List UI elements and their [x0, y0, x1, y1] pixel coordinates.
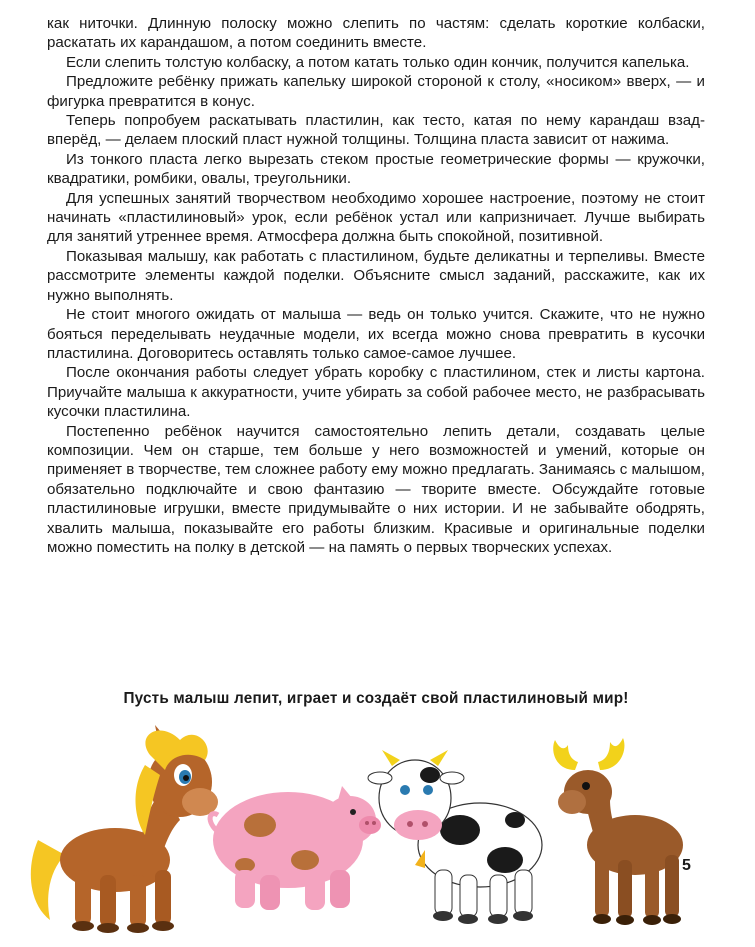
paragraph: Если слепить толстую колбаску, а потом катать только один кончик, получится капелька. [66, 53, 690, 71]
page-number: 5 [682, 857, 691, 874]
closing-slogan: Пусть малыш лепит, играет и создаёт свой пластилиновый мир! [123, 690, 629, 707]
pig-figure [210, 786, 381, 910]
moose-figure [553, 738, 683, 925]
paragraph: Постепенно ребёнок научится самостоятельно лепить детали, создавать целые композиции. Чем он старше, тем больше у него возможностей и умений, которые он применяет в творчестве, тем сложнее работу ему можно предлагать. Занимаясь с малышом, обязательно подключайте и свою фантазию — творите вместе. Обсуждайте готовые пластилиновые игрушки, вместе придумывайте о них истории. И не забывайте ободрять, хвалить малыша, показывайте его работы близким. Красивые и оригинальные поделки можно поместить на полку в детской — на память о первых творческих успехах. [47, 422, 705, 556]
paragraph: Не стоит многого ожидать от малыша — ведь он только учится. Скажите, что не нужно бояться переделывать неудачные модели, их всегда можно снова превратить в кусочки пластилина. Договоритесь оставлять только самое-самое лучшее. [47, 306, 705, 362]
paragraph: Для успешных занятий творчеством необходимо хорошее настроение, поэтому не стоит начинать «пластилиновый» урок, если ребёнок устал или капризничает. Лучше выбирать для занятий утреннее время. Атмосфера должна быть спокойной, позитивной. [47, 189, 705, 246]
paragraph: Предложите ребёнку прижать капельку широкой стороной к столу, «носиком» вверх, — и фигурка превратится в конус. [47, 73, 705, 110]
paragraph: После окончания работы следует убрать коробку с пластилином, стек и листы картона. Приучайте малыша к аккуратности, учите убирать за собой рабочее место, не разбрасывать кусочки пластилина. [47, 364, 705, 421]
pony-figure [31, 725, 218, 933]
paragraph: Теперь попробуем раскатывать пластилин, как тесто, катая по нему карандаш взад-вперёд, — делаем плоский пласт нужной толщины. Толщина пласта зависит от нажима. [47, 112, 705, 149]
paragraph: Из тонкого пласта легко вырезать стеком простые геометрические формы — кружочки, квадратики, ромбики, овалы, треугольники. [47, 150, 705, 188]
paragraph: Показывая малышу, как работать с пластилином, будьте деликатны и терпеливы. Вместе рассмотрите элементы каждой поделки. Объясните смысл заданий, расскажите, как их нужно выполнять. [47, 247, 705, 304]
animal-illustration [20, 720, 720, 935]
cow-figure [368, 750, 542, 924]
paragraph: как ниточки. Длинную полоску можно слепить по частям: сделать короткие колбаски, раскатать их карандашом, а потом соединить вместе. [47, 15, 705, 52]
body-text [47, 14, 705, 557]
